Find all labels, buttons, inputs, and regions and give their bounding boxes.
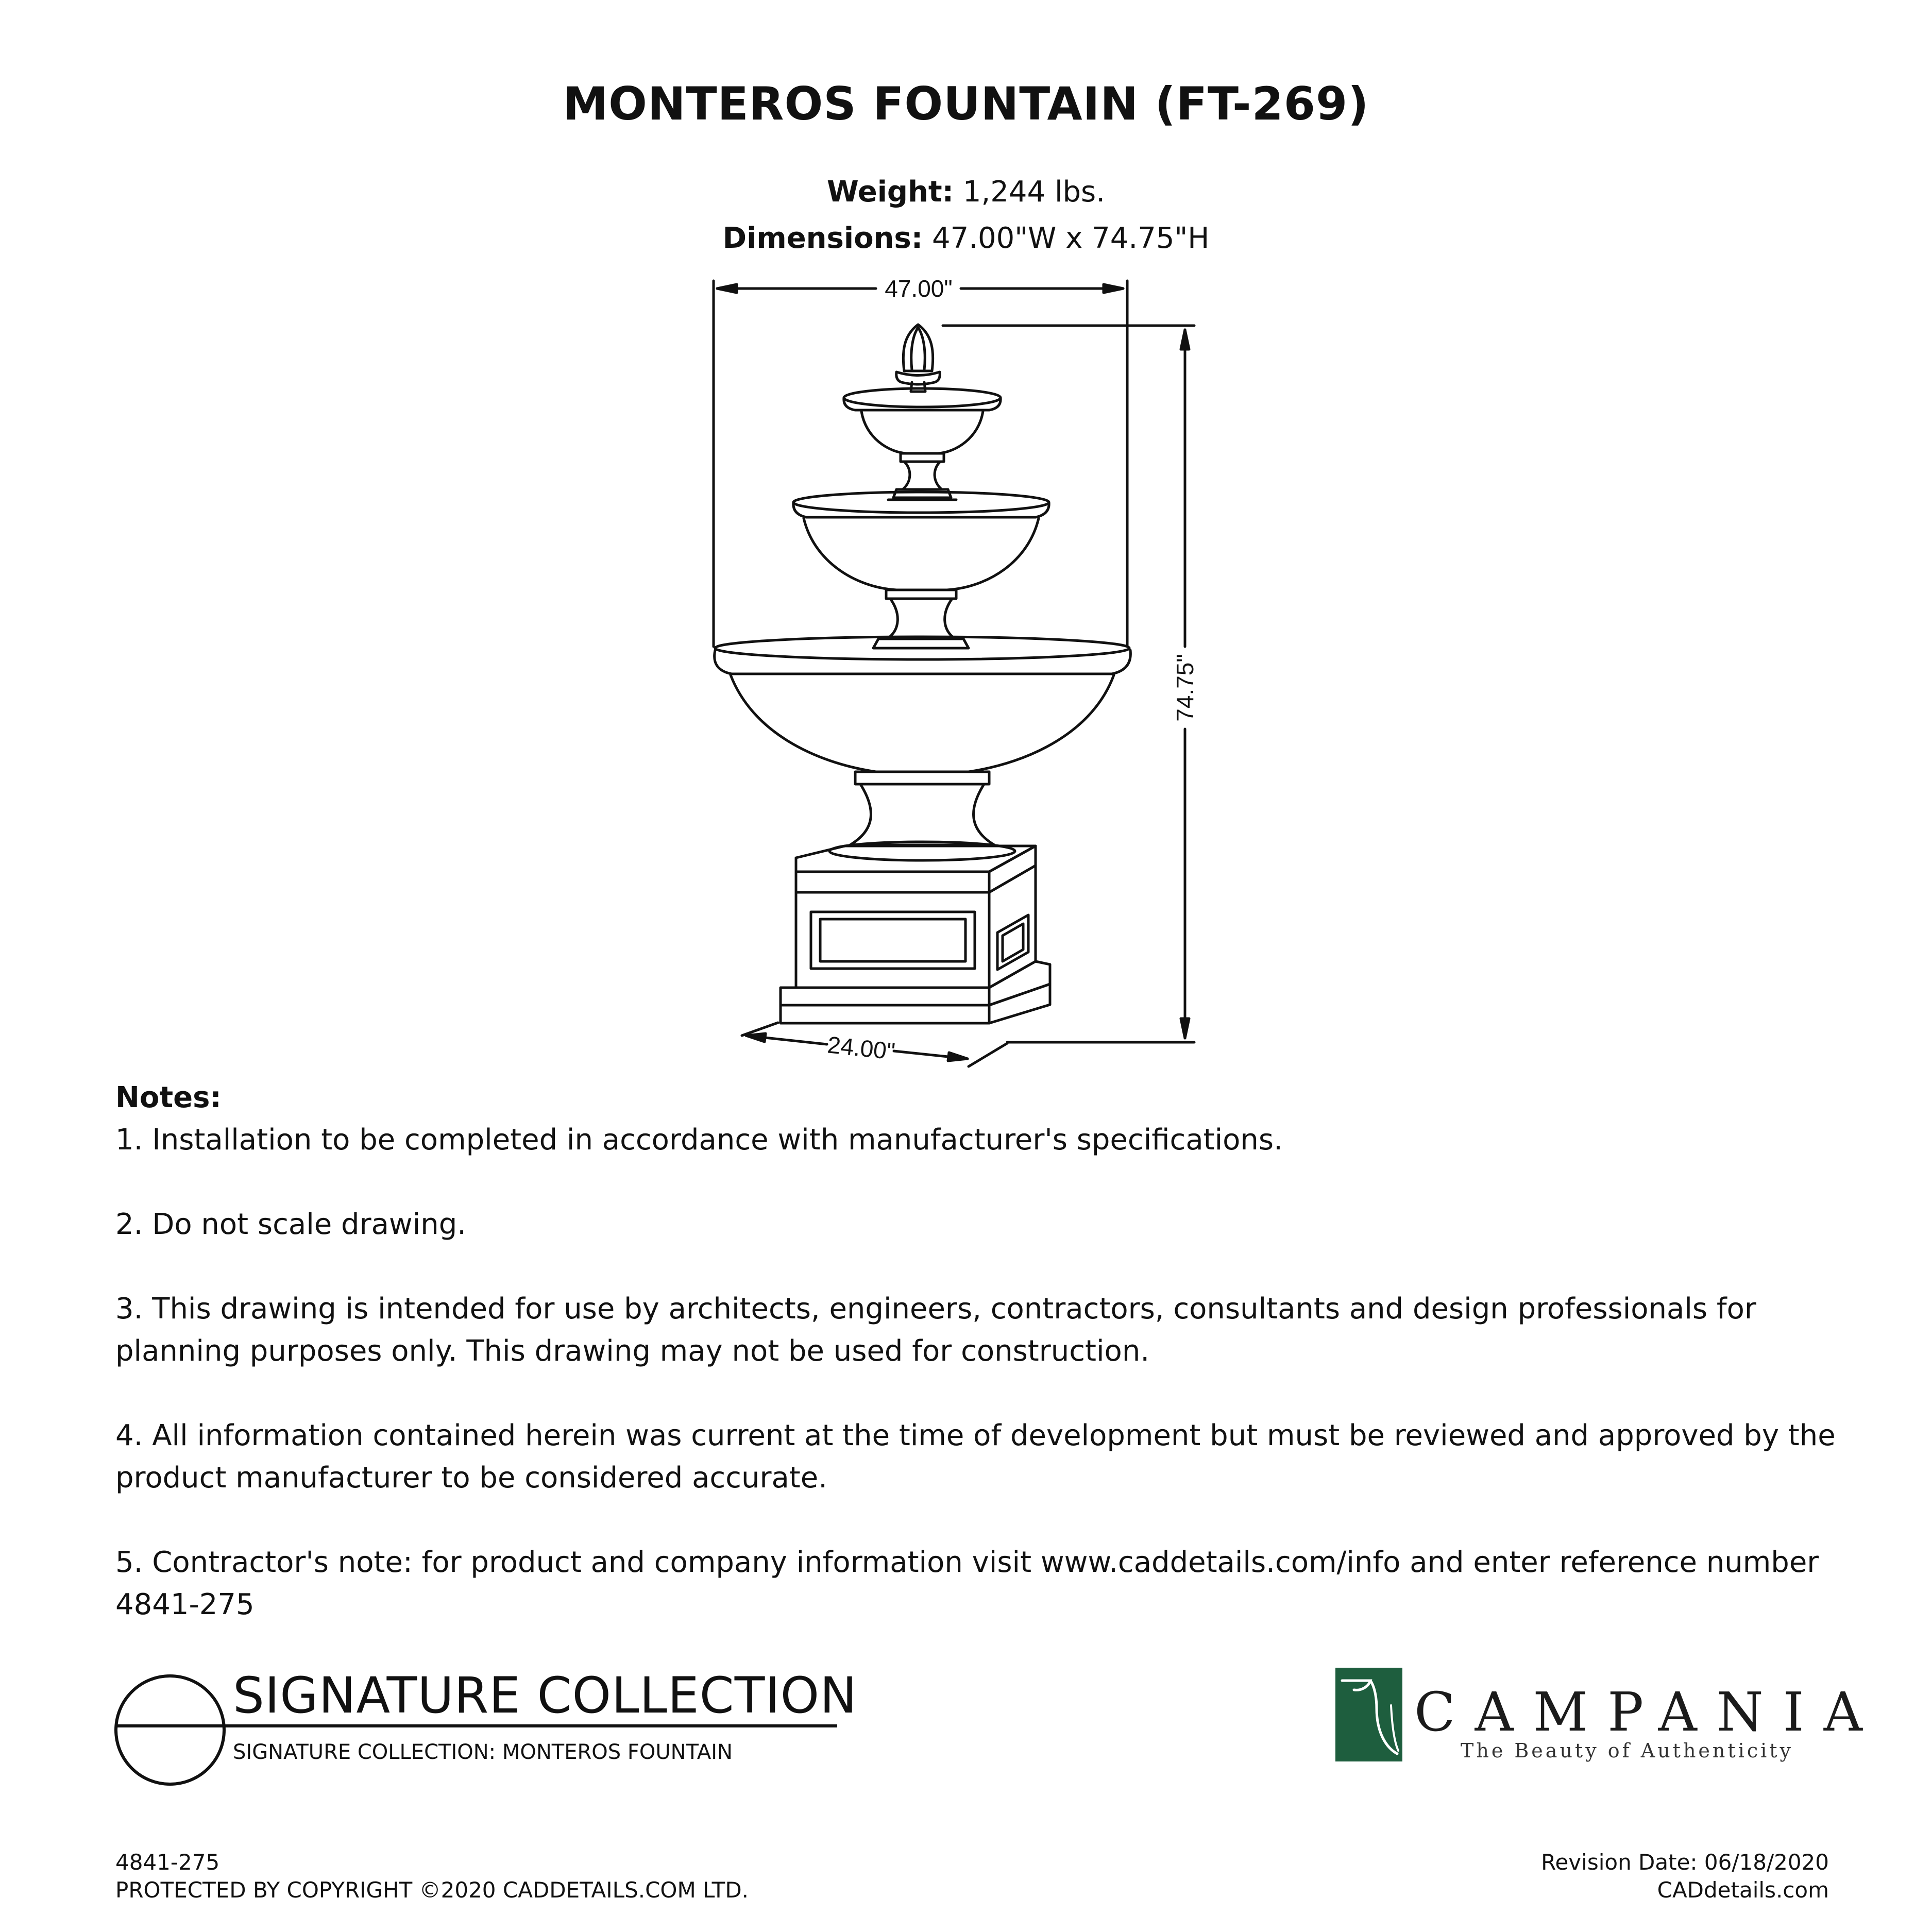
note-item: 3. This drawing is intended for use by architects, engineers, contractors, consultants and design professionals for planning purposes only. This drawing may not be used for construction. bbox=[115, 1292, 1756, 1368]
reference-number: 4841-275 bbox=[115, 1850, 220, 1875]
width-dimension-text: 47.00" bbox=[885, 275, 953, 302]
bottom-tier-bowl bbox=[715, 637, 1131, 860]
dimensions-value: 47.00"W x 74.75"H bbox=[923, 222, 1210, 255]
copyright-notice: PROTECTED BY COPYRIGHT ©2020 CADDETAILS.COM LTD. bbox=[115, 1877, 749, 1903]
weight-value: 1,244 lbs. bbox=[954, 175, 1106, 209]
note-item: 5. Contractor's note: for product and company information visit www.caddetails.com/info and enter reference number 4841-275 bbox=[115, 1546, 1819, 1621]
site-name: CADdetails.com bbox=[1657, 1877, 1829, 1903]
notes-heading: Notes: bbox=[115, 1081, 222, 1114]
middle-tier-bowl bbox=[793, 492, 1049, 648]
pedestal-base bbox=[781, 846, 1050, 1023]
dimensions-label: Dimensions: bbox=[722, 222, 923, 255]
brand-name: CAMPANIA bbox=[1414, 1681, 1882, 1743]
footer-right bbox=[1541, 1849, 1829, 1904]
campania-logo-icon bbox=[1335, 1668, 1402, 1761]
width-dimension-line bbox=[714, 281, 1127, 647]
revision-date: Revision Date: 06/18/2020 bbox=[1541, 1850, 1829, 1875]
weight-label: Weight: bbox=[826, 175, 954, 209]
base-dimension-text: 24.00" bbox=[826, 1031, 896, 1065]
page-title: MONTEROS FOUNTAIN (FT-269) bbox=[563, 77, 1369, 130]
height-dimension-text: 74.75" bbox=[1172, 654, 1198, 722]
note-item: 4. All information contained herein was current at the time of development but must be reviewed and approved by the product manufacturer to be considered accurate. bbox=[115, 1419, 1836, 1495]
height-dimension-line bbox=[943, 326, 1194, 1042]
collection-title: SIGNATURE COLLECTION bbox=[233, 1667, 858, 1724]
note-item: 2. Do not scale drawing. bbox=[115, 1208, 467, 1241]
notes-section bbox=[115, 1077, 1836, 1668]
finial bbox=[896, 325, 940, 392]
note-item: 1. Installation to be completed in accordance with manufacturer's specifications. bbox=[115, 1123, 1283, 1157]
collection-subtitle: SIGNATURE COLLECTION: MONTEROS FOUNTAIN bbox=[233, 1740, 733, 1764]
brand-tagline: The Beauty of Authenticity bbox=[1461, 1739, 1793, 1762]
footer-left bbox=[115, 1849, 749, 1904]
top-tier-bowl bbox=[844, 388, 1001, 500]
